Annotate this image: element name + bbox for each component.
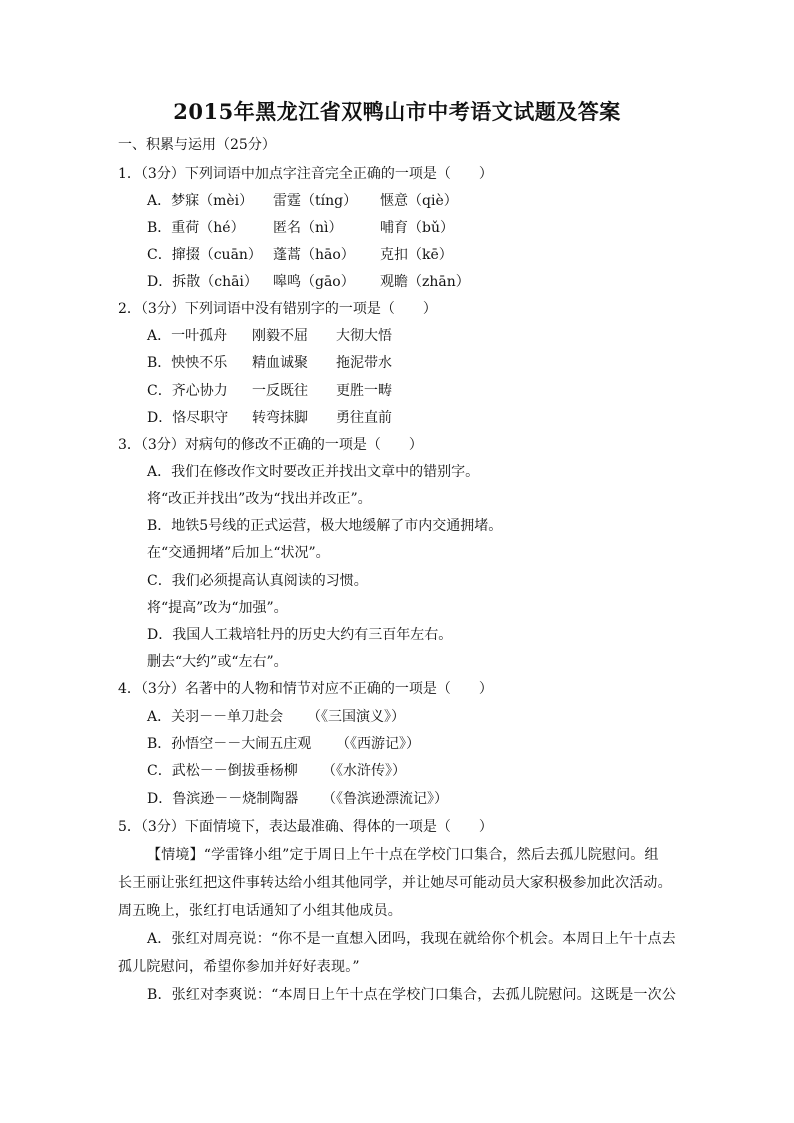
q4-d-item: D．鲁滨逊－－烧制陶器 (147, 791, 299, 807)
q2-stem: 2．（3分）下列词语中没有错别字的一项是（ ） (118, 301, 437, 317)
q4-b-item: B．孙悟空－－大闹五庄观 (147, 736, 312, 752)
q3-line: 在“交通拥堵”后加上“状况”。 (147, 545, 330, 561)
q5-para-line: 【情境】“学雷锋小组”定于周日上午十点在学校门口集合，然后去孤儿院慰问。组 (147, 847, 659, 863)
q4-a-item: A．关羽－－单刀赴会 (147, 709, 284, 725)
q4-d-book: （《鲁滨逊漂流记》） (322, 791, 448, 807)
q5-para-line: B．张红对李爽说：“本周日上午十点在学校门口集合，去孤儿院慰问。这既是一次公 (147, 987, 677, 1003)
q5-para-line: A．张红对周亮说：“你不是一直想入团吗，我现在就给你个机会。本周日上午十点去 (147, 931, 676, 947)
q4-a-book: （《三国演义》） (307, 709, 405, 725)
q2-c3: 更胜一畴 (336, 383, 392, 399)
q2-d2: 转弯抹脚 (252, 410, 308, 426)
q1-c1: C．撺掇（cuān） (147, 247, 262, 263)
q2-b1: B．怏怏不乐 (147, 355, 228, 371)
q2-d3: 勇往直前 (336, 410, 392, 426)
q4-c-book: （《水浒传》） (322, 763, 406, 779)
q5-para-line: 孤儿院慰问，希望你参加并好好表现。” (118, 959, 360, 975)
q3-line: B．地铁5号线的正式运营，极大地缓解了市内交通拥堵。 (147, 518, 503, 534)
q1-a3: 惬意（qiè） (380, 193, 458, 209)
q5-para-line: 周五晚上，张红打电话通知了小组其他成员。 (118, 903, 402, 919)
q4-c-item: C．武松－－倒拔垂杨柳 (147, 763, 298, 779)
q2-a3: 大彻大悟 (336, 328, 392, 344)
q5-para-line: 长王丽让张红把这件事转达给小组其他同学，并让她尽可能动员大家积极参加此次活动。 (118, 875, 672, 891)
q1-c2: 蓬蒿（hāo） (273, 247, 355, 263)
q4-stem: 4．（3分）名著中的人物和情节对应不正确的一项是（ ） (118, 681, 493, 697)
q1-d2: 嗥鸣（gāo） (273, 274, 355, 290)
document-title: 2015年黑龙江省双鸭山市中考语文试题及答案 (173, 99, 621, 124)
q3-stem: 3．（3分）对病句的修改不正确的一项是（ ） (118, 437, 423, 453)
q3-line: A．我们在修改作文时要改正并找出文章中的错别字。 (147, 464, 480, 480)
q3-line: C．我们必须提高认真阅读的习惯。 (147, 573, 368, 589)
q2-a1: A．一叶孤舟 (147, 328, 228, 344)
q1-b3: 哺育（bǔ） (380, 220, 454, 236)
q1-stem: 1．（3分）下列词语中加点字注音完全正确的一项是（ ） (118, 166, 493, 182)
q1-d1: D．拆散（chāi） (147, 274, 258, 290)
q1-b1: B．重荷（hé） (147, 220, 245, 236)
q1-b2: 匿名（nì） (273, 220, 343, 236)
q3-line: 将“改正并找出”改为“找出并改正”。 (147, 491, 372, 507)
q4-b-book: （《西游记》） (336, 736, 420, 752)
q1-a2: 雷霆（tíng） (273, 193, 358, 209)
q3-line: D．我国人工栽培牡丹的历史大约有三百年左右。 (147, 627, 453, 643)
q2-b2: 精血诚聚 (252, 355, 308, 371)
q3-line: 将“提高”改为“加强”。 (147, 600, 288, 616)
q3-line: 删去“大约”或“左右”。 (147, 654, 288, 670)
q2-a2: 刚毅不屈 (252, 328, 308, 344)
q2-d1: D．恪尽职守 (147, 410, 229, 426)
q5-stem: 5．（3分）下面情境下，表达最准确、得体的一项是（ ） (118, 819, 493, 835)
q1-d3: 观瞻（zhān） (380, 274, 470, 290)
q2-b3: 拖泥带水 (336, 355, 392, 371)
section-heading: 一、积累与运用（25分） (118, 137, 276, 153)
q2-c2: 一反既往 (252, 383, 308, 399)
q2-c1: C．齐心协力 (147, 383, 228, 399)
q1-a1: A．梦寐（mèi） (147, 193, 254, 209)
q1-c3: 克扣（kē） (380, 247, 453, 263)
